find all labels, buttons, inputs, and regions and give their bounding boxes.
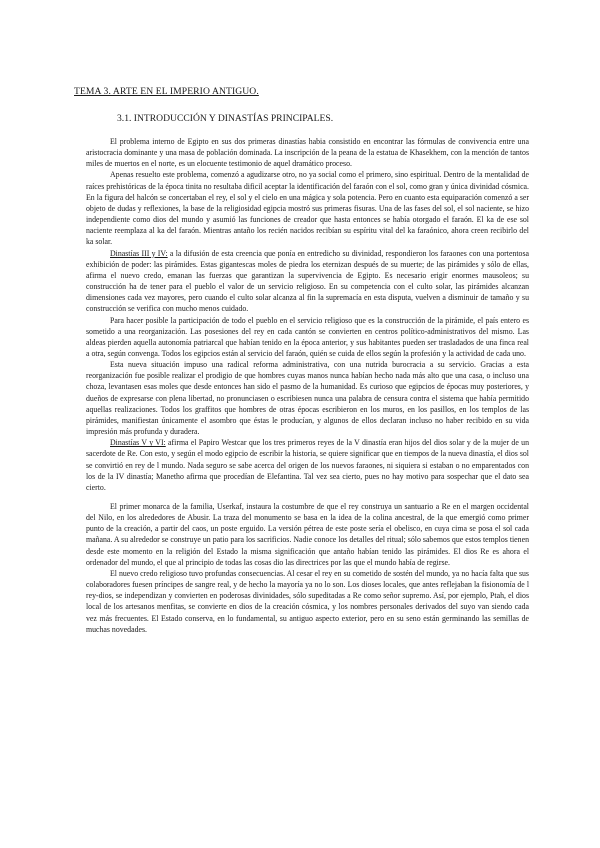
- paragraph-text: Para hacer posible la participación de todo el pueblo en el servicio religioso que es la construcción de la pirámide, el país entero es sometido a una reorganización. Las posesiones del rey en cada cantón se convierten en centros político-administrativos del mismo. Las aldeas pierden aquella autonomía patriarcal que habían tenido en la época anterior, y sus habitantes pueden ser trasladados de una finca real a otra, según convenga. Todos los egipcios están al servicio del faraón, quién se cuida de ellos según la profesión y la actividad de cada uno.: [86, 315, 529, 358]
- section-heading: 3.1. INTRODUCCIÓN Y DINASTÍAS PRINCIPALES.: [117, 113, 334, 124]
- paragraph: [86, 315, 529, 360]
- paragraph: [86, 136, 529, 169]
- dynasty-heading: Dinastías V y VI:: [110, 438, 166, 448]
- paragraph: [86, 568, 529, 635]
- paragraph-text: El primer monarca de la familia, Userkaf, instaura la costumbre de que el rey construya un santuario a Re en el margen occidental del Nilo, en los alrededores de Abusir. La traza del monumento se basa en la idea de la colina ancestral, de la que emergió como primer punto de la creación, a partir del caos, un poste erguido. La versión pétrea de este poste sería el obelisco, en cuya cima se posa el sol cada mañana. A su alrededor se construye un patio para los sacrificios. Nadie conoce los detalles del ritual; sólo sabemos que estos templos tienen desde este momento en la religión del Estado la misma significación que antaño habían tenido las pirámides. El dios Re es ahora el ordenador del mundo, el que al principio de todas las cosas dio las directrices por las que el mundo había de regirse.: [86, 502, 529, 567]
- dynasty-heading: Dinastías III y IV:: [110, 248, 168, 258]
- paragraph-text: El problema interno de Egipto en sus dos primeras dinastías habia consistido en encontrar las fórmulas de convivencia entre una aristocracia dominante y una masa de población dominada. La inscripción de la peana de la estatua de Khasekhem, con la mención de tantos miles de muertos en el norte, es un elocuente testimonio de aquel dramático proceso.: [86, 137, 529, 169]
- paragraph: [86, 169, 529, 247]
- paragraph-text: Apenas resuelto este problema, comenzó a agudizarse otro, no ya social como el primero, sino espiritual. Dentro de la mentalidad de raíces prehistóricas de la época tinita no resultaba dificil aceptar la identificación del faraón con el sol, como gran y única divinidad cósmica. En la figura del halcón se concertaban el rey, el sol y el cielo en una mágica y sola potencia. Pero en cuanto esta equiparación comenzó a ser objeto de dudas y reflexiones, la base de la religiosidad egipcia mostró sus primeras fisuras. Una de las fases del sol, el sol naciente, se hizo independiente como dios del mundo y asumió las funciones de creador que hasta entonces se había otorgado el faraón. El ka de ese sol naciente reemplaza al ka del faraón. Mientras antaño los recién nacidos recibían su espíritu vital del ka faraónico, ahora creen recibirlo del ka solar.: [86, 170, 529, 247]
- paragraph-text: Esta nueva situación impuso una radical reforma administrativa, con una nutrida burocracia a su servicio. Gracias a esta reorganización fue posible realizar el prodigio de que hombres cuyas manos nunca habían hecho nada más alto que una casa, o incluso una choza, levantasen esas moles que desde entonces han sido el pasmo de la humanidad. Es curioso que egipcios de épocas muy posteriores, y dueños de expresarse con plena libertad, no pronunciasen o escribiesen nunca una palabra de censura contra el sistema que había permitido aquellas realizaciones. Todos los graffitos que hombres de otras épocas escribieron en los muros, en los pasillos, en los templos de las pirámides, manifiestan únicamente el asombro que éstas le producían, y algunos de ellos declaran incluso no haber recibido en su vida impresión más profunda y duradera.: [86, 360, 529, 437]
- paragraph: [86, 248, 529, 315]
- document-body: [86, 136, 529, 635]
- paragraph: [86, 359, 529, 437]
- paragraph-text: afirma el Papiro Westcar que los tres primeros reyes de la V dinastía eran hijos del dios solar y de la mujer de un sacerdote de Re. Con esto, y según el modo egipcio de escribir la historia, se quiere significar que en tiempos de la nueva dinastía, el dios sol se convirtió en rey de l mundo. Nada seguro se sabe acerca del origen de los nuevos faraones, ni siquiera si estaban o no emparentados con los de la IV dinastía; Manetho afirma que procedían de Elefantina. Tal vez sea cierto, pues no hay motivo para sospechar que el dato sea cierto.: [86, 438, 529, 492]
- paragraph: [86, 437, 529, 493]
- paragraph-text: El nuevo credo religioso tuvo profundas consecuencias. Al cesar el rey en su cometido de sostén del mundo, ya no hacía falta que sus colaboradores fuesen príncipes de sangre real, y de hecho la mayoría ya no lo son. Los dioses locales, que antes reflejaban la fisionomía de l rey-dios, se independizan y convierten en poderosas divinidades, sólo supeditadas a Re como señor supremo. Así, por ejemplo, Ptah, el dios local de los artesanos menfitas, se convierte en dios de la creación cósmica, y los nombres personales derivados del suyo van siendo cada vez más frecuentes. El Estado conserva, en lo fundamental, su antiguo aspecto exterior, pero en su seno están germinando las semillas de muchas novedades.: [86, 568, 529, 634]
- paragraph: [86, 501, 529, 568]
- paragraph-text: a la difusión de esta creencia que ponía en entredicho su divinidad, respondieron los faraones con una portentosa exhibición de poder: las pirámides. Estas gigantescas moles de piedra los eternizan después de su muerte; de las pirámides y sólo de ellas, afirma el nuevo credo, emanan las fuerzas que garantizan la supervivencia de Egipto. Es necesario erigir enormes mausoleos; su construcción ha de tener para el pueblo el valor de un servicio religioso. En su competencia con el culto solar, las pirámides alcanzan dimensiones cada vez mayores, pero cuando el culto solar alcanza al fin la supremacía en esta disputa, vuelven a disminuir de tamaño y su construcción se verifica con mucho menos cuidado.: [86, 248, 529, 314]
- page-title: TEMA 3. ARTE EN EL IMPERIO ANTIGUO.: [74, 86, 259, 97]
